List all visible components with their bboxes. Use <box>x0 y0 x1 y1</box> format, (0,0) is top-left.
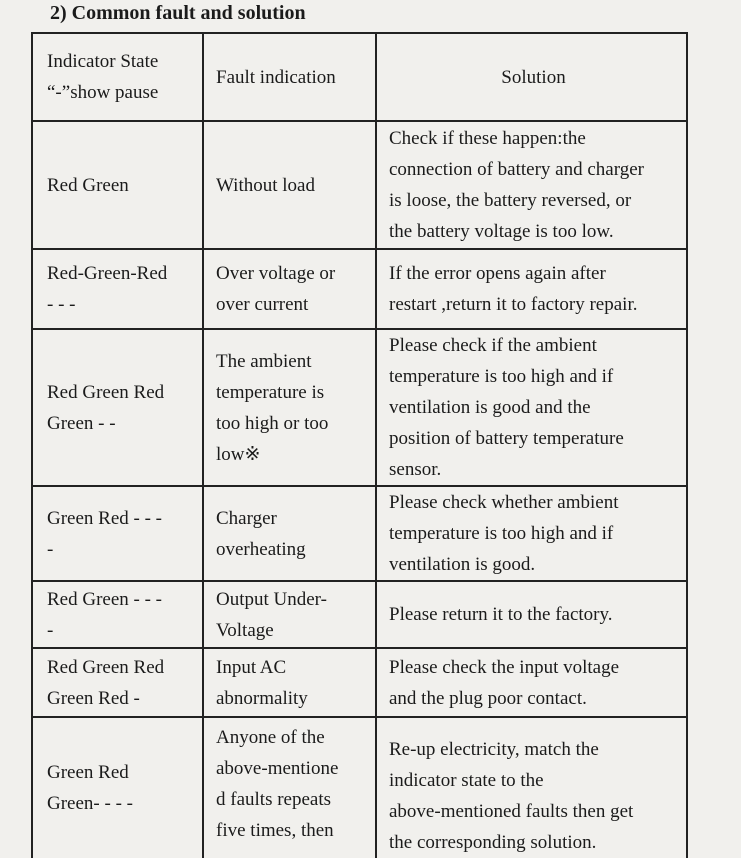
fault-cell: Over voltage or over current <box>203 249 376 329</box>
table-row <box>32 581 687 648</box>
indicator-cell: Red-Green-Red - - - <box>32 249 203 329</box>
solution-cell: Please check the input voltage and the plug poor contact. <box>376 648 687 717</box>
fault-cell: Input AC abnormality <box>203 648 376 717</box>
table-row <box>32 249 687 329</box>
section-title: 2) Common fault and solution <box>50 2 306 24</box>
table-row <box>32 648 687 717</box>
indicator-cell: Red Green Red Green Red - <box>32 648 203 717</box>
indicator-cell: Green Red Green- - - - <box>32 717 203 858</box>
fault-cell: Anyone of the above-mentione d faults repeats five times, then <box>203 717 376 858</box>
indicator-cell: Red Green Red Green - - <box>32 329 203 486</box>
table-row <box>32 486 687 581</box>
header-fault-indication: Fault indication <box>203 33 376 121</box>
fault-cell: Without load <box>203 121 376 249</box>
solution-cell: Check if these happen:the connection of battery and charger is loose, the battery reversed, or the battery voltage is too low. <box>376 121 687 249</box>
table-row <box>32 717 687 858</box>
solution-cell: Re-up electricity, match the indicator state to the above-mentioned faults then get the corresponding solution. <box>376 717 687 858</box>
table-row <box>32 329 687 486</box>
solution-cell: Please check whether ambient temperature is too high and if ventilation is good. <box>376 486 687 581</box>
fault-cell: The ambient temperature is too high or too low※ <box>203 329 376 486</box>
table-row <box>32 121 687 249</box>
indicator-cell: Green Red - - - - <box>32 486 203 581</box>
solution-cell: Please check if the ambient temperature is too high and if ventilation is good and the position of battery temperature sensor. <box>376 329 687 486</box>
header-indicator-state: Indicator State “-”show pause <box>32 33 203 121</box>
fault-cell: Output Under- Voltage <box>203 581 376 648</box>
fault-cell: Charger overheating <box>203 486 376 581</box>
fault-table <box>31 32 688 858</box>
solution-cell: If the error opens again after restart ,return it to factory repair. <box>376 249 687 329</box>
indicator-cell: Red Green - - - - <box>32 581 203 648</box>
table-header-row <box>32 33 687 121</box>
solution-cell: Please return it to the factory. <box>376 581 687 648</box>
header-solution: Solution <box>376 33 687 121</box>
indicator-cell: Red Green <box>32 121 203 249</box>
